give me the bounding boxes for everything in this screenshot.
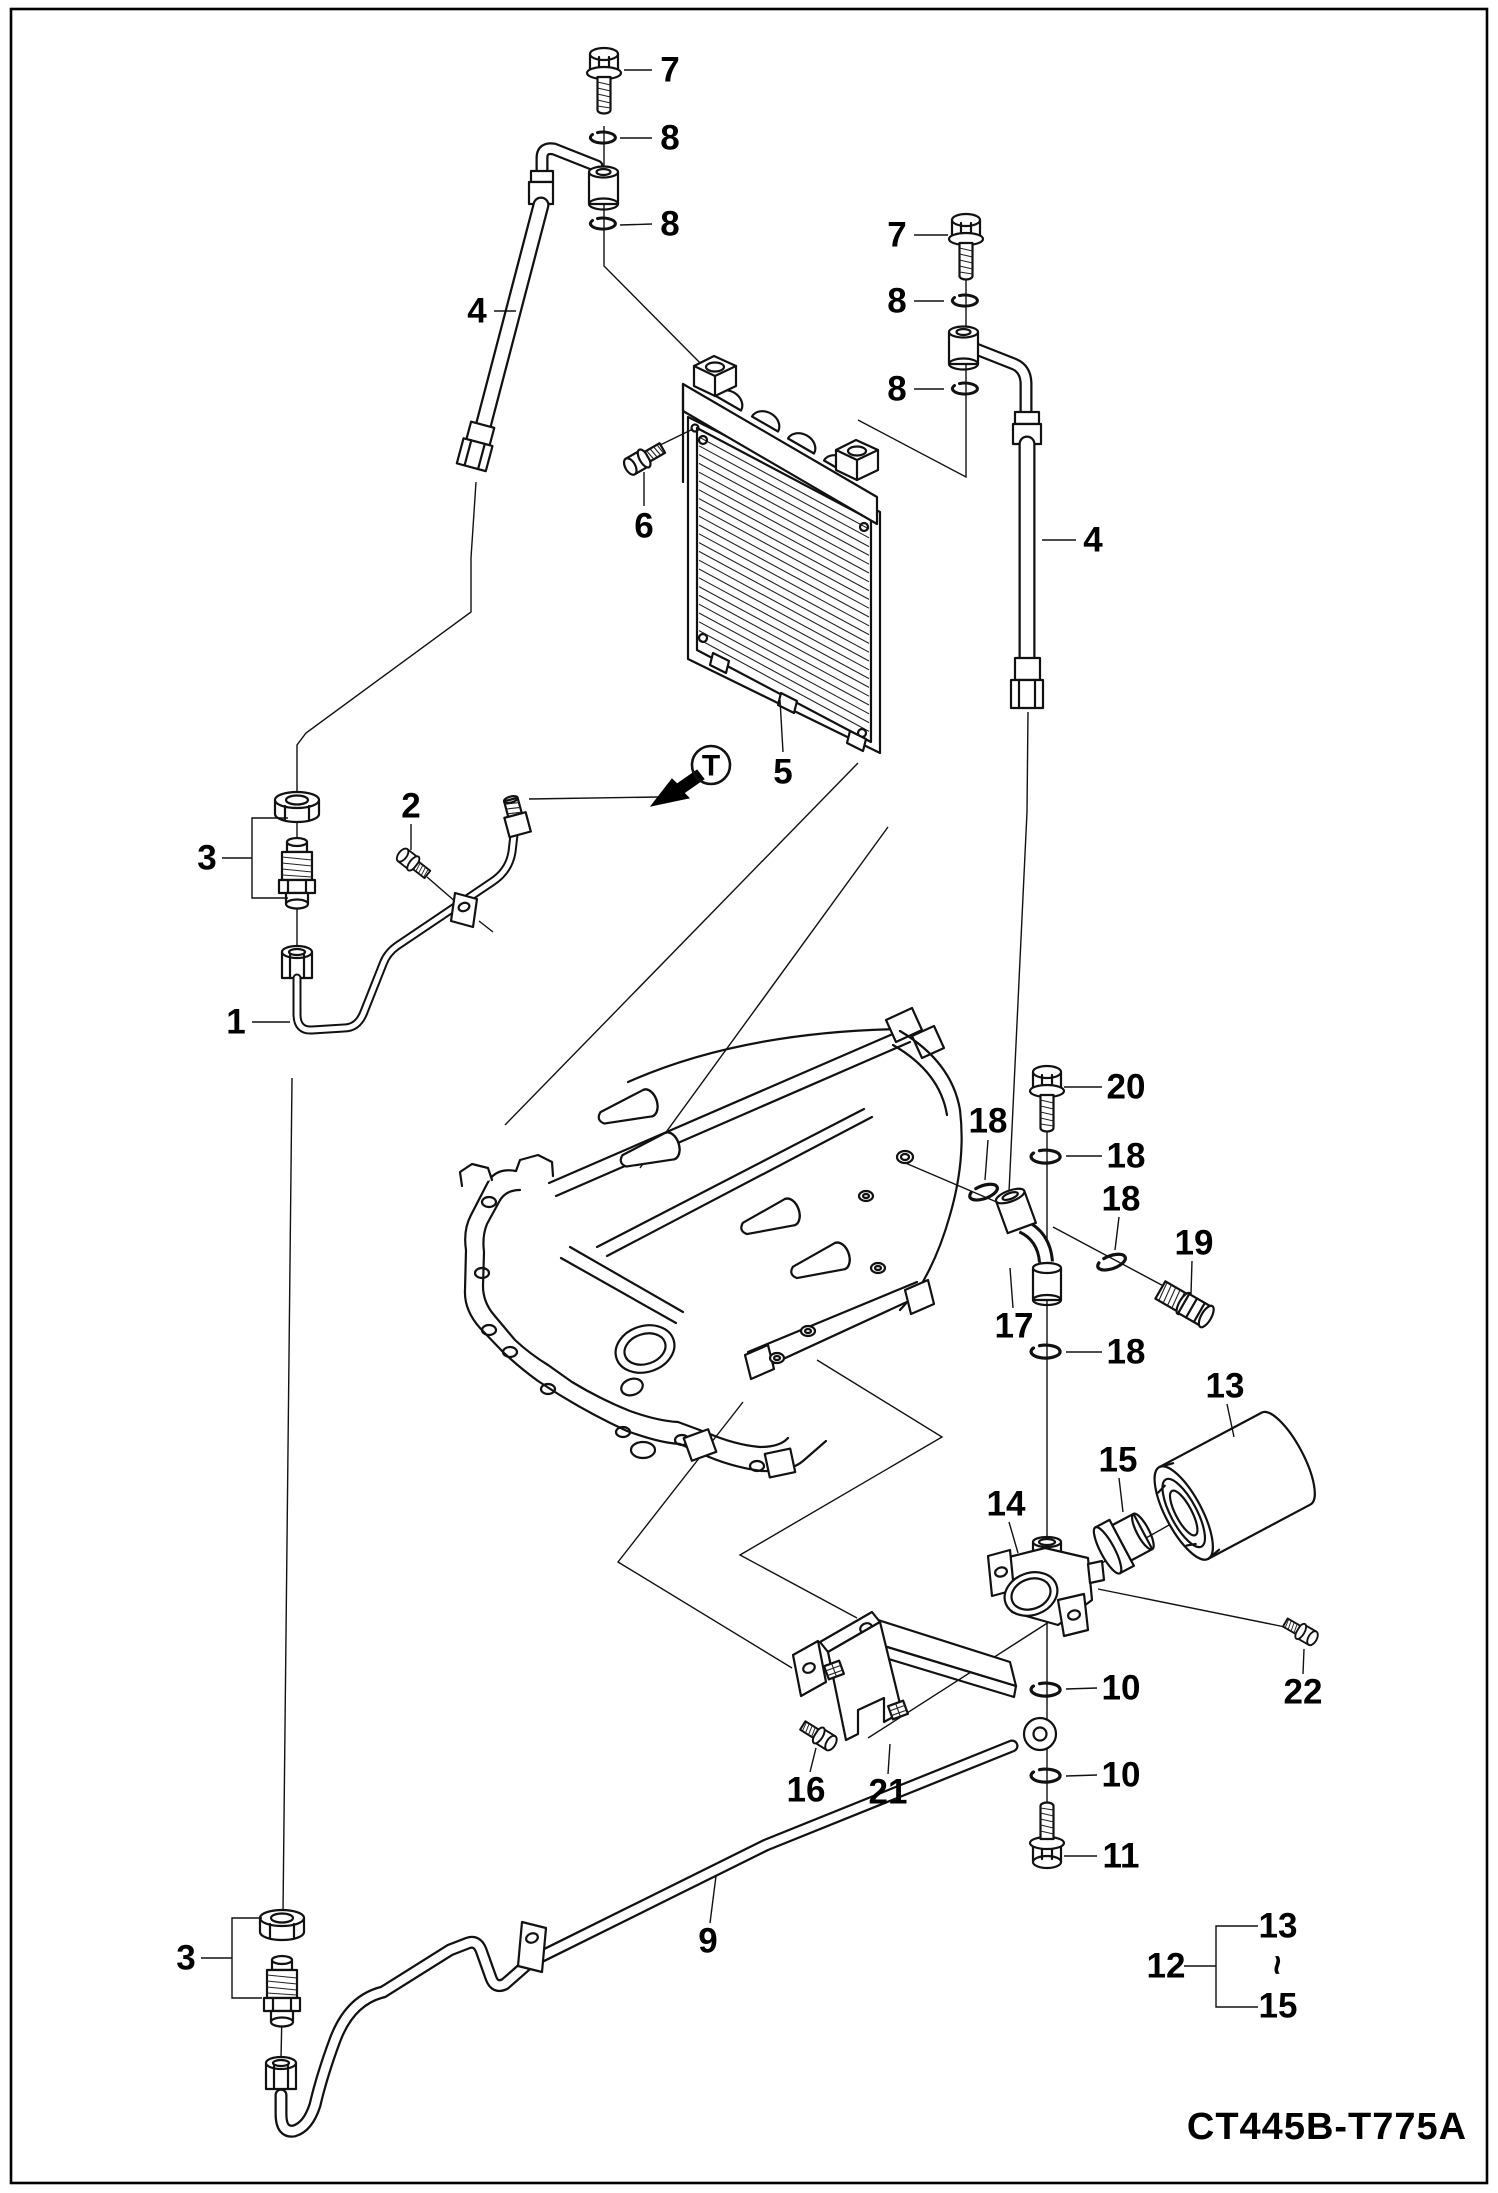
cooler-port-left (694, 356, 736, 396)
tube-1 (282, 794, 531, 1030)
callout-22[interactable]: 22 (1283, 1672, 1323, 1712)
callout-18d[interactable]: 18 (1106, 1332, 1146, 1372)
washer-8b (590, 218, 615, 229)
callout-10b[interactable]: 10 (1101, 1755, 1141, 1795)
elbow-fitting-17 (994, 1186, 1061, 1305)
bolt-11 (1030, 1803, 1064, 1869)
callout-15[interactable]: 15 (1098, 1440, 1138, 1480)
callout-15b[interactable]: 15 (1258, 1986, 1298, 2026)
leader-10a (1066, 1688, 1097, 1689)
callout-9[interactable]: 9 (698, 1921, 718, 1961)
tube-9 (266, 1718, 1056, 2131)
leader-19 (1191, 1261, 1192, 1294)
oil-cooler (683, 356, 880, 753)
callout-18c[interactable]: 18 (1101, 1179, 1141, 1219)
bracket-12 (1216, 1926, 1258, 2007)
hose-left-elbow-fitting (589, 167, 618, 210)
callout-3a[interactable]: 3 (197, 838, 217, 878)
cooler-port-right (836, 440, 878, 480)
bolt-6 (621, 439, 667, 477)
washer-18d (1031, 1345, 1060, 1358)
callout-14[interactable]: 14 (986, 1484, 1026, 1524)
washer-8a (590, 132, 615, 143)
plug-19 (1154, 1280, 1216, 1330)
leader-22 (1303, 1649, 1304, 1674)
bolt-7-right (949, 214, 983, 280)
callout-4a[interactable]: 4 (467, 291, 487, 331)
leader-16 (810, 1748, 816, 1772)
callout-tilde[interactable]: ~ (1257, 1954, 1297, 1976)
callout-7a[interactable]: 7 (660, 50, 680, 90)
leader-18c (1115, 1217, 1119, 1250)
callout-20[interactable]: 20 (1106, 1067, 1146, 1107)
tube-9-clip-tab (518, 1922, 546, 1972)
leader-9 (710, 1876, 716, 1923)
callout-18b[interactable]: 18 (1106, 1136, 1146, 1176)
callout-13a[interactable]: 13 (1205, 1366, 1245, 1406)
washer-10b (1031, 1769, 1060, 1782)
filter-head-14 (988, 1537, 1104, 1636)
callout-19[interactable]: 19 (1174, 1223, 1214, 1263)
callout-13b[interactable]: 13 (1258, 1906, 1298, 1946)
view-direction-marker (651, 746, 730, 806)
callout-10a[interactable]: 10 (1101, 1668, 1141, 1708)
leader-18a (985, 1140, 988, 1180)
oil-filter-13 (1143, 1405, 1325, 1568)
washer-10a (1031, 1683, 1060, 1696)
bolt-22 (1281, 1615, 1320, 1648)
callout-21[interactable]: 21 (868, 1772, 908, 1812)
bolt-2 (394, 846, 433, 881)
callout-3b[interactable]: 3 (176, 1938, 196, 1978)
leader-15 (1119, 1478, 1123, 1512)
fitting-group-3-bottom (260, 1910, 304, 2027)
hose-right-elbow-fitting (949, 327, 978, 370)
callout-17[interactable]: 17 (994, 1306, 1034, 1346)
callout-1[interactable]: 1 (226, 1002, 246, 1042)
washer-18b (1031, 1150, 1060, 1163)
callout-2[interactable]: 2 (401, 786, 421, 826)
callout-6[interactable]: 6 (634, 506, 654, 546)
leader-10b (1066, 1775, 1097, 1776)
washer-8d (952, 383, 977, 394)
leader-8b (620, 224, 652, 225)
fitting-group-3-top (275, 792, 319, 909)
callout-8b[interactable]: 8 (660, 204, 680, 244)
view-marker-letter: T (701, 749, 721, 783)
bracket-21 (793, 1612, 1016, 1740)
leader-14 (1009, 1522, 1018, 1553)
bolt-7-left (587, 48, 621, 114)
bolt-20 (1030, 1066, 1064, 1132)
transmission-housing (460, 1008, 962, 1477)
tube-1-clip-tab (451, 893, 477, 927)
washer-8c (952, 295, 977, 306)
callout-4b[interactable]: 4 (1083, 520, 1103, 560)
callout-8a[interactable]: 8 (660, 118, 680, 158)
callout-8d[interactable]: 8 (887, 369, 907, 409)
callout-18a[interactable]: 18 (968, 1101, 1008, 1141)
callout-12[interactable]: 12 (1146, 1946, 1186, 1986)
tube-9-banjo-fitting (1024, 1718, 1056, 1750)
drawing-code-label: CT445B-T775A (1186, 2106, 1468, 2148)
callout-8c[interactable]: 8 (887, 281, 907, 321)
leader-21 (888, 1744, 890, 1774)
callout-16[interactable]: 16 (786, 1770, 826, 1810)
callout-5[interactable]: 5 (773, 752, 793, 792)
leader-17 (1010, 1268, 1013, 1308)
washer-18c (1096, 1251, 1128, 1273)
bracket-3b (232, 1918, 262, 1998)
callout-11[interactable]: 11 (1102, 1836, 1140, 1876)
callout-7b[interactable]: 7 (887, 215, 907, 255)
bolt-16 (798, 1718, 840, 1753)
